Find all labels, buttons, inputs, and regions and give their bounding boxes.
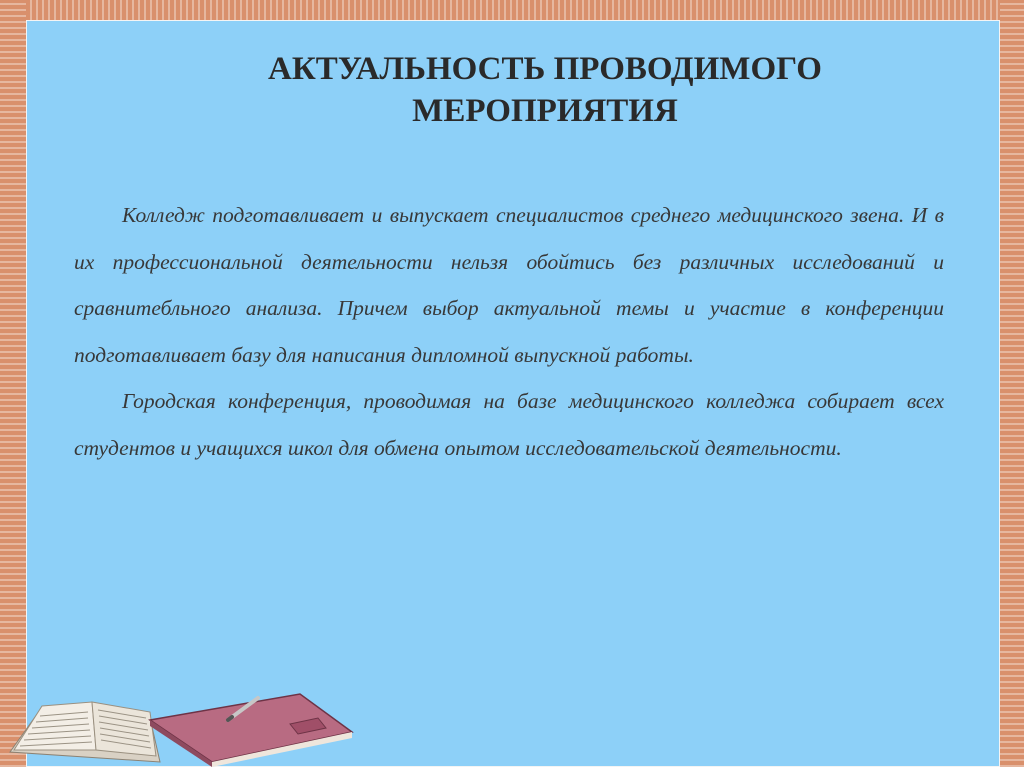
frame-left-border — [0, 0, 26, 767]
open-book-and-notebook-icon — [0, 680, 360, 767]
title-line-1: АКТУАЛЬНОСТЬ ПРОВОДИМОГО — [268, 51, 822, 87]
body-text — [74, 192, 944, 471]
title-line-2: МЕРОПРИЯТИЯ — [412, 93, 678, 129]
slide-title — [150, 48, 940, 132]
paragraph-1: Колледж подготавливает и выпускает специалистов среднего медицинского звена. И в их профессиональной деятельности нельзя обойтись без различных исследований и сравнитебльного анализа. Причем выбор актуальной темы и участие в конференции подготавливает базу для написания дипломной выпускной работы. — [74, 203, 944, 367]
frame-right-border — [1000, 0, 1024, 767]
frame-top-border — [0, 0, 1024, 20]
paragraph-2: Городская конференция, проводимая на базе медицинского колледжа собирает всех студентов и учащихся школ для обмена опытом исследовательской деятельности. — [74, 389, 944, 460]
